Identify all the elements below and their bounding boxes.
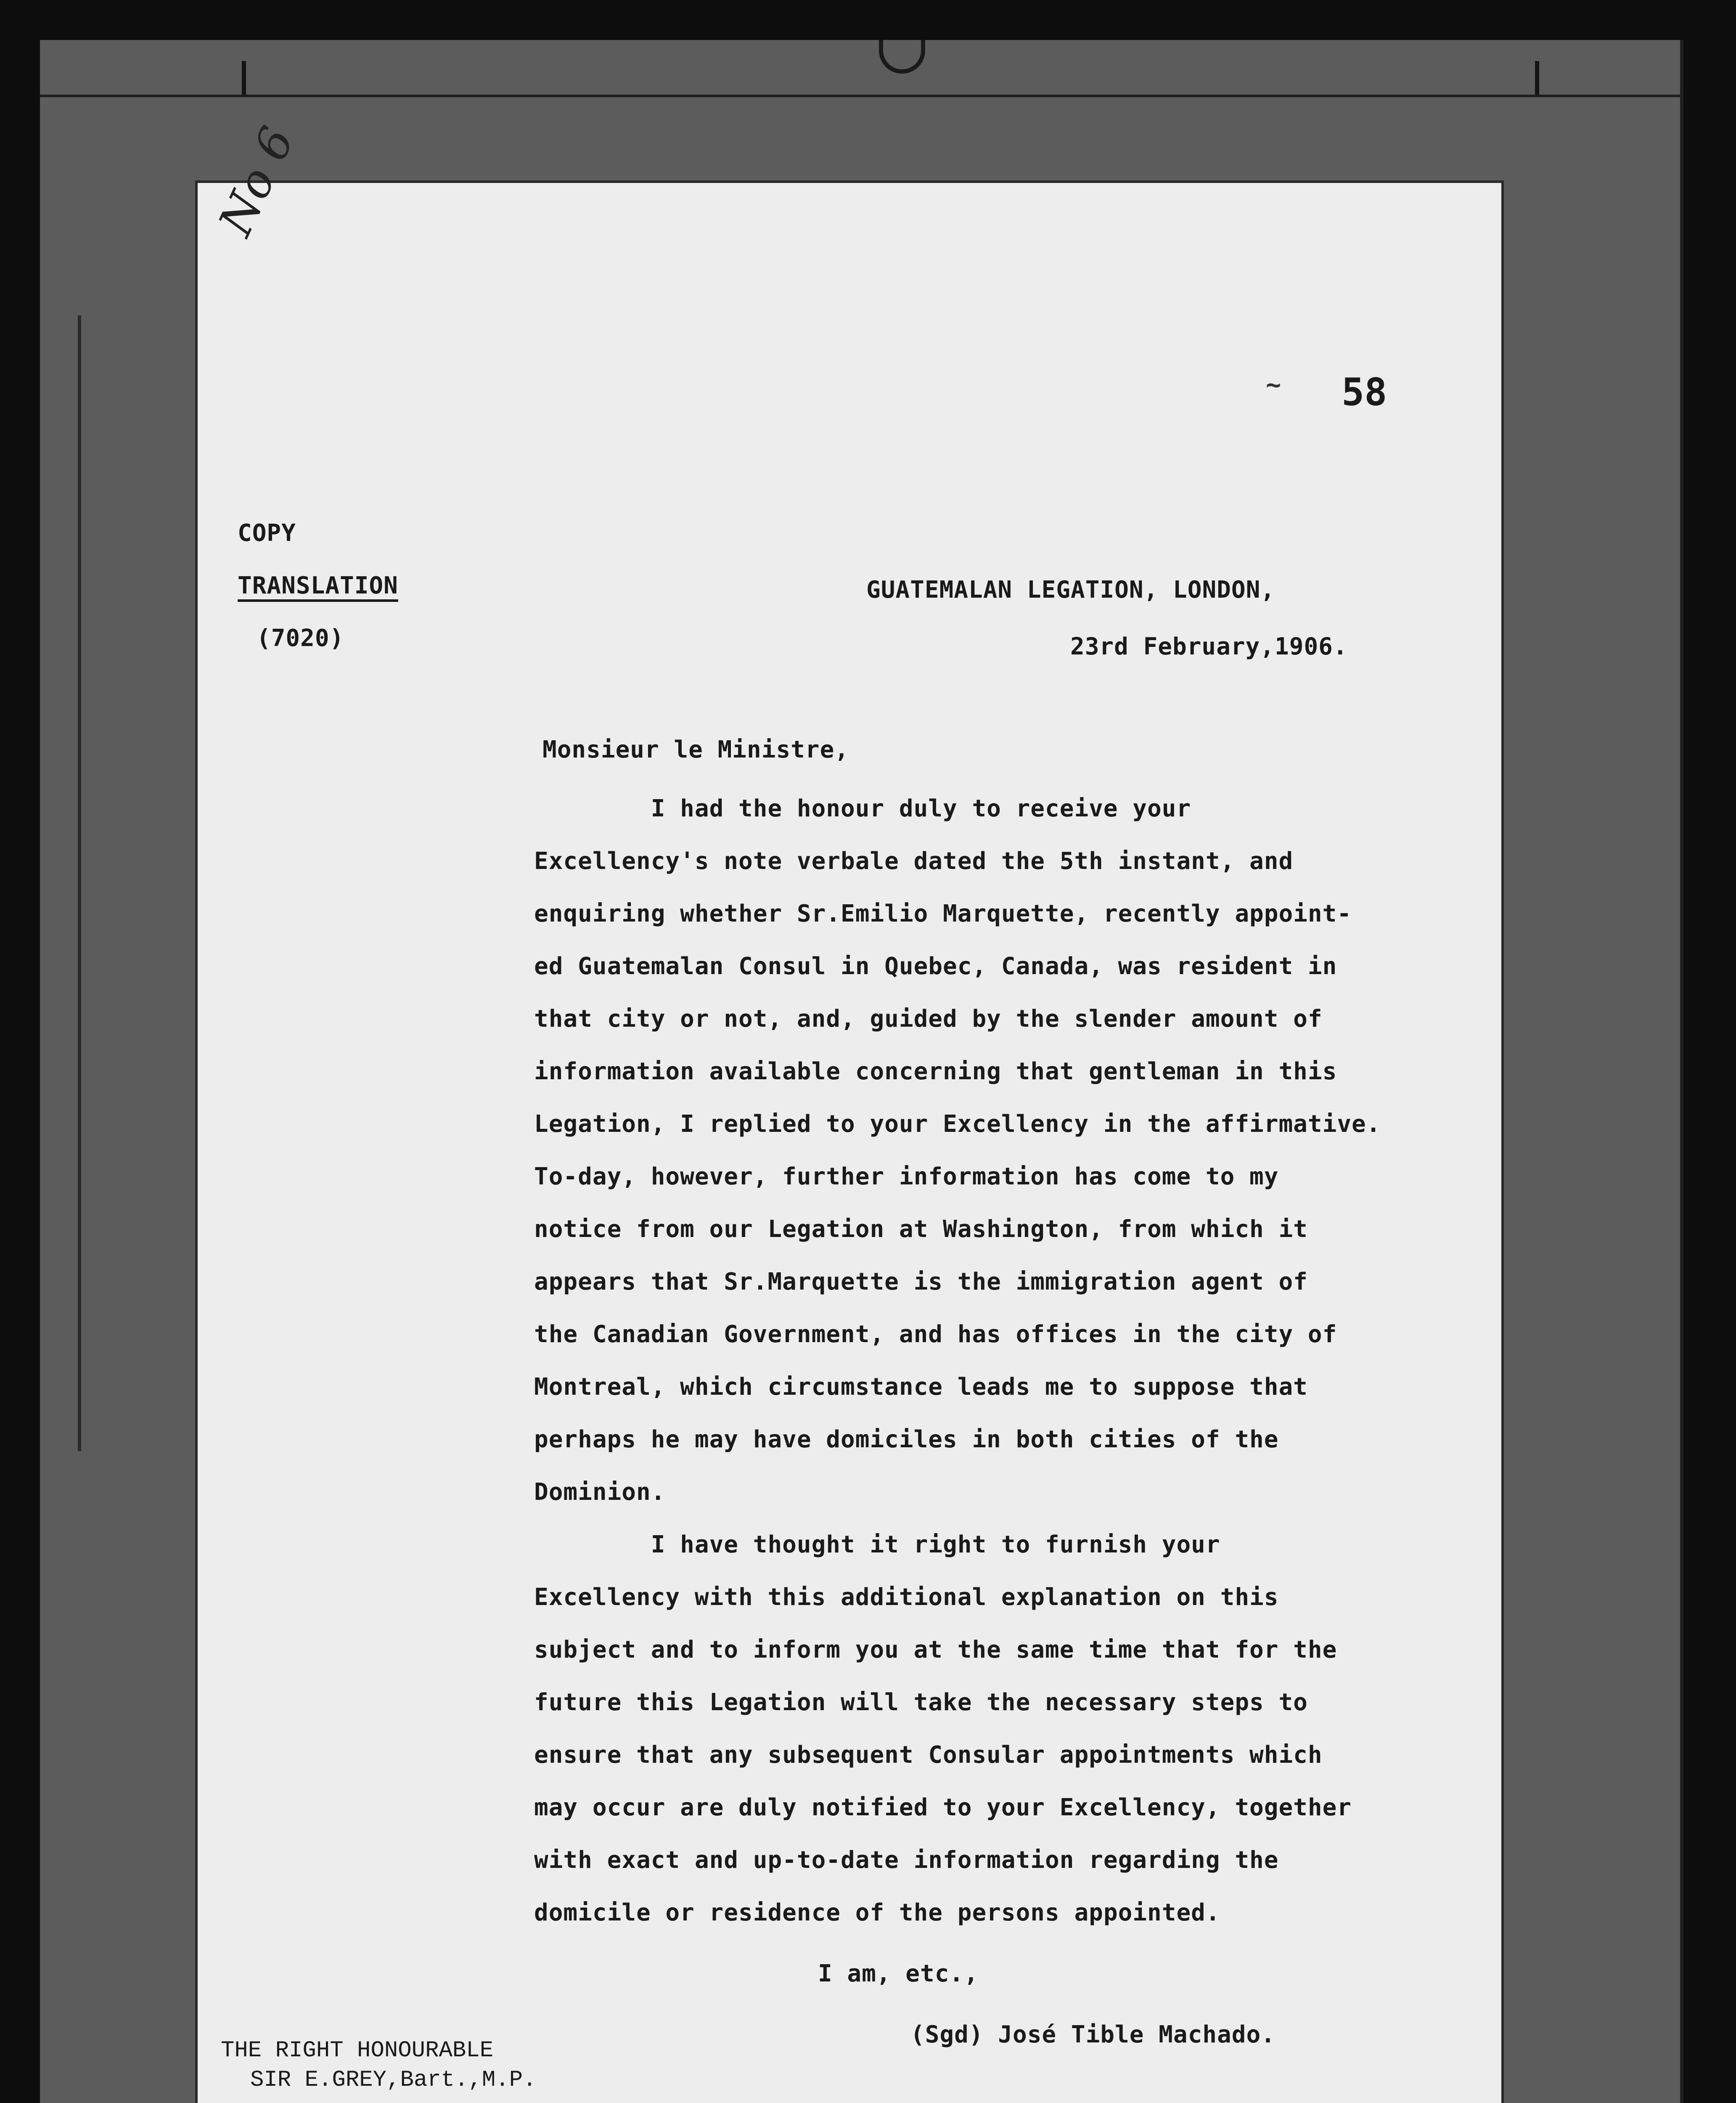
frame-divider-top bbox=[40, 95, 1680, 97]
body-line: Dominion. bbox=[534, 1478, 666, 1506]
body-line: I had the honour duly to receive your bbox=[534, 795, 1191, 822]
body-line: may occur are duly notified to your Excellency, together bbox=[534, 1794, 1352, 1821]
body-line: ed Guatemalan Consul in Quebec, Canada, was resident in bbox=[534, 953, 1337, 980]
body-line: Excellency with this additional explanation on this bbox=[534, 1584, 1279, 1611]
body-line: ensure that any subsequent Consular appointments which bbox=[534, 1741, 1323, 1769]
body-line: that city or not, and, guided by the slender amount of bbox=[534, 1005, 1323, 1033]
translation-label: TRANSLATION bbox=[238, 572, 398, 599]
handwritten-note: No 6 bbox=[208, 119, 305, 244]
body-line: future this Legation will take the necessary steps to bbox=[534, 1689, 1308, 1716]
page-number: 58 bbox=[1342, 370, 1387, 414]
frame-tick-right bbox=[1535, 61, 1539, 95]
frame-tick-left bbox=[242, 61, 246, 95]
body-line: enquiring whether Sr.Emilio Marquette, recently appoint- bbox=[534, 900, 1352, 927]
signature: (Sgd) José Tible Machado. bbox=[910, 2021, 1276, 2048]
letter-date: 23rd February,1906. bbox=[1070, 633, 1348, 660]
body-line: notice from our Legation at Washington, from which it bbox=[534, 1216, 1308, 1243]
addressee-line-1: THE RIGHT HONOURABLE bbox=[221, 2038, 494, 2063]
body-line: Excellency's note verbale dated the 5th instant, and bbox=[534, 848, 1294, 875]
body-line: Legation, I replied to your Excellency in the affirmative. bbox=[534, 1110, 1381, 1138]
legation-place: GUATEMALAN LEGATION, LONDON, bbox=[866, 576, 1276, 604]
copy-label: COPY bbox=[238, 519, 296, 547]
addressee-line-2: SIR E.GREY,Bart.,M.P. bbox=[250, 2067, 537, 2093]
body-line: information available concerning that gentleman in this bbox=[534, 1058, 1337, 1085]
salutation: Monsieur le Ministre, bbox=[542, 736, 849, 763]
body-line: I have thought it right to furnish your bbox=[534, 1531, 1220, 1558]
body-line: with exact and up-to-date information regarding the bbox=[534, 1846, 1279, 1874]
closing: I am, etc., bbox=[818, 1960, 979, 1987]
body-line: perhaps he may have domiciles in both cities of the bbox=[534, 1426, 1279, 1453]
body-line: To-day, however, further information has come to my bbox=[534, 1163, 1279, 1190]
reference-number: (7020) bbox=[257, 625, 344, 652]
body-line: domicile or residence of the persons appointed. bbox=[534, 1899, 1220, 1926]
frame-divider-left bbox=[78, 315, 81, 1451]
page-mark: ~ bbox=[1266, 370, 1281, 400]
body-line: appears that Sr.Marquette is the immigration agent of bbox=[534, 1268, 1308, 1295]
body-line: subject and to inform you at the same time that for the bbox=[534, 1636, 1337, 1663]
body-line: the Canadian Government, and has offices in the city of bbox=[534, 1321, 1337, 1348]
frame-divider-right bbox=[1680, 40, 1683, 2103]
body-line: Montreal, which circumstance leads me to suppose that bbox=[534, 1373, 1308, 1401]
